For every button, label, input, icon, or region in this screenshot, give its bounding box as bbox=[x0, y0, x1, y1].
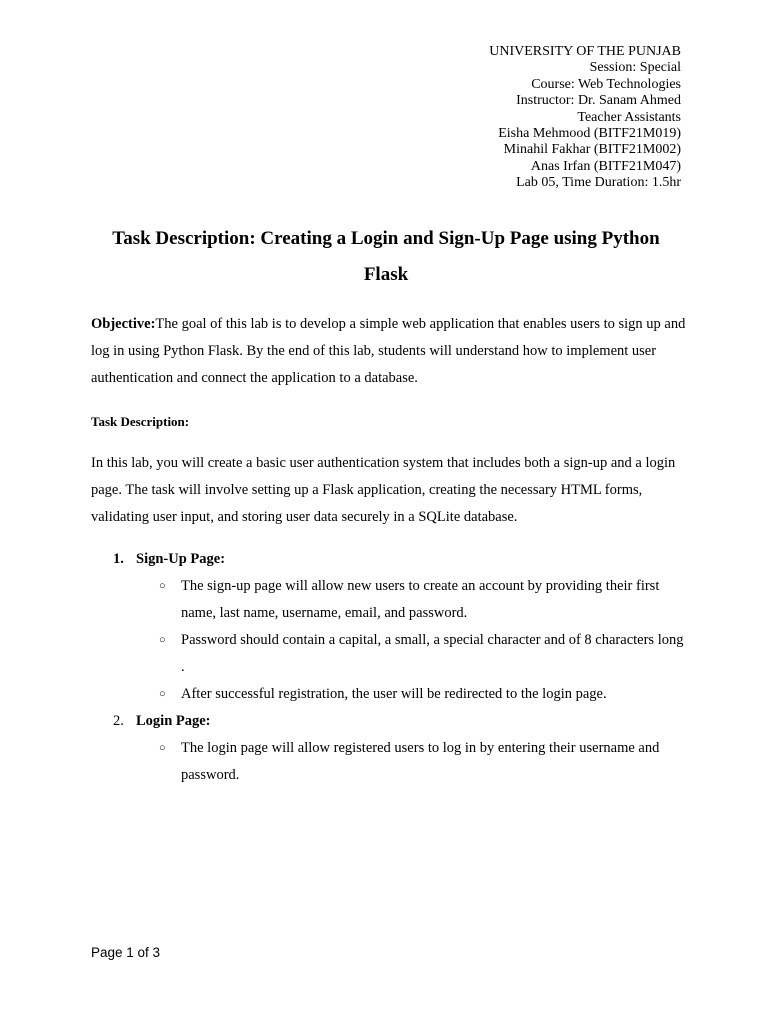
bullet-icon: ○ bbox=[159, 742, 166, 754]
sub-bullet bbox=[91, 681, 687, 708]
ta-name-1: Eisha Mehmood (BITF21M019) bbox=[498, 126, 681, 142]
list-heading: Sign-Up Page: bbox=[136, 551, 226, 567]
bullet-icon: ○ bbox=[159, 580, 166, 592]
header-info bbox=[489, 44, 681, 192]
bullet-text: Password should contain a capital, a small, a special character and of 8 characters long . bbox=[181, 632, 684, 675]
list-heading: Login Page: bbox=[136, 713, 211, 729]
task-description-heading: Task Description: bbox=[91, 414, 190, 429]
bullet-icon: ○ bbox=[159, 688, 166, 700]
course-line: Course: Web Technologies bbox=[531, 76, 681, 92]
sub-bullet bbox=[91, 735, 687, 789]
university-name: UNIVERSITY OF THE PUNJAB bbox=[489, 44, 681, 59]
task-list bbox=[91, 546, 687, 789]
list-item-login bbox=[91, 708, 687, 735]
objective-text: The goal of this lab is to develop a simple web application that enables users to sign up and log in using Python Flask. By the end of this lab, students will understand how to implement user authentication and connect the application to a database. bbox=[91, 316, 686, 386]
ta-name-2: Minahil Fakhar (BITF21M002) bbox=[503, 142, 681, 158]
title-line-2: Flask bbox=[363, 264, 409, 285]
ta-name-3: Anas Irfan (BITF21M047) bbox=[530, 158, 681, 174]
lab-duration-line: Lab 05, Time Duration: 1.5hr bbox=[516, 175, 681, 191]
bullet-text: After successful registration, the user will be redirected to the login page. bbox=[181, 686, 607, 702]
sub-bullet bbox=[91, 573, 687, 627]
list-item-signup bbox=[91, 546, 687, 573]
list-number: 1. bbox=[113, 551, 124, 567]
bullet-icon: ○ bbox=[159, 634, 166, 646]
bullet-text: The login page will allow registered users to log in by entering their username and password. bbox=[181, 740, 660, 783]
objective-label: Objective: bbox=[91, 316, 156, 332]
instructor-line: Instructor: Dr. Sanam Ahmed bbox=[516, 93, 681, 109]
page-title bbox=[91, 221, 681, 293]
list-number: 2. bbox=[113, 713, 124, 729]
page-footer: Page 1 of 3 bbox=[91, 945, 161, 960]
sub-bullet bbox=[91, 627, 687, 681]
teacher-assistants-heading: Teacher Assistants bbox=[577, 109, 681, 125]
intro-paragraph: In this lab, you will create a basic user authentication system that includes both a sign-up and a login page. The task will involve setting up a Flask application, creating the necessary HTML forms, validating user input, and storing user data securely in a SQLite database. bbox=[91, 455, 676, 525]
title-line-1: Task Description: Creating a Login and Sign-Up Page using Python bbox=[112, 228, 660, 249]
bullet-text: The sign-up page will allow new users to create an account by providing their first name, last name, username, email, and password. bbox=[181, 578, 660, 621]
session-line: Session: Special bbox=[589, 60, 681, 76]
objective-paragraph bbox=[91, 311, 687, 392]
